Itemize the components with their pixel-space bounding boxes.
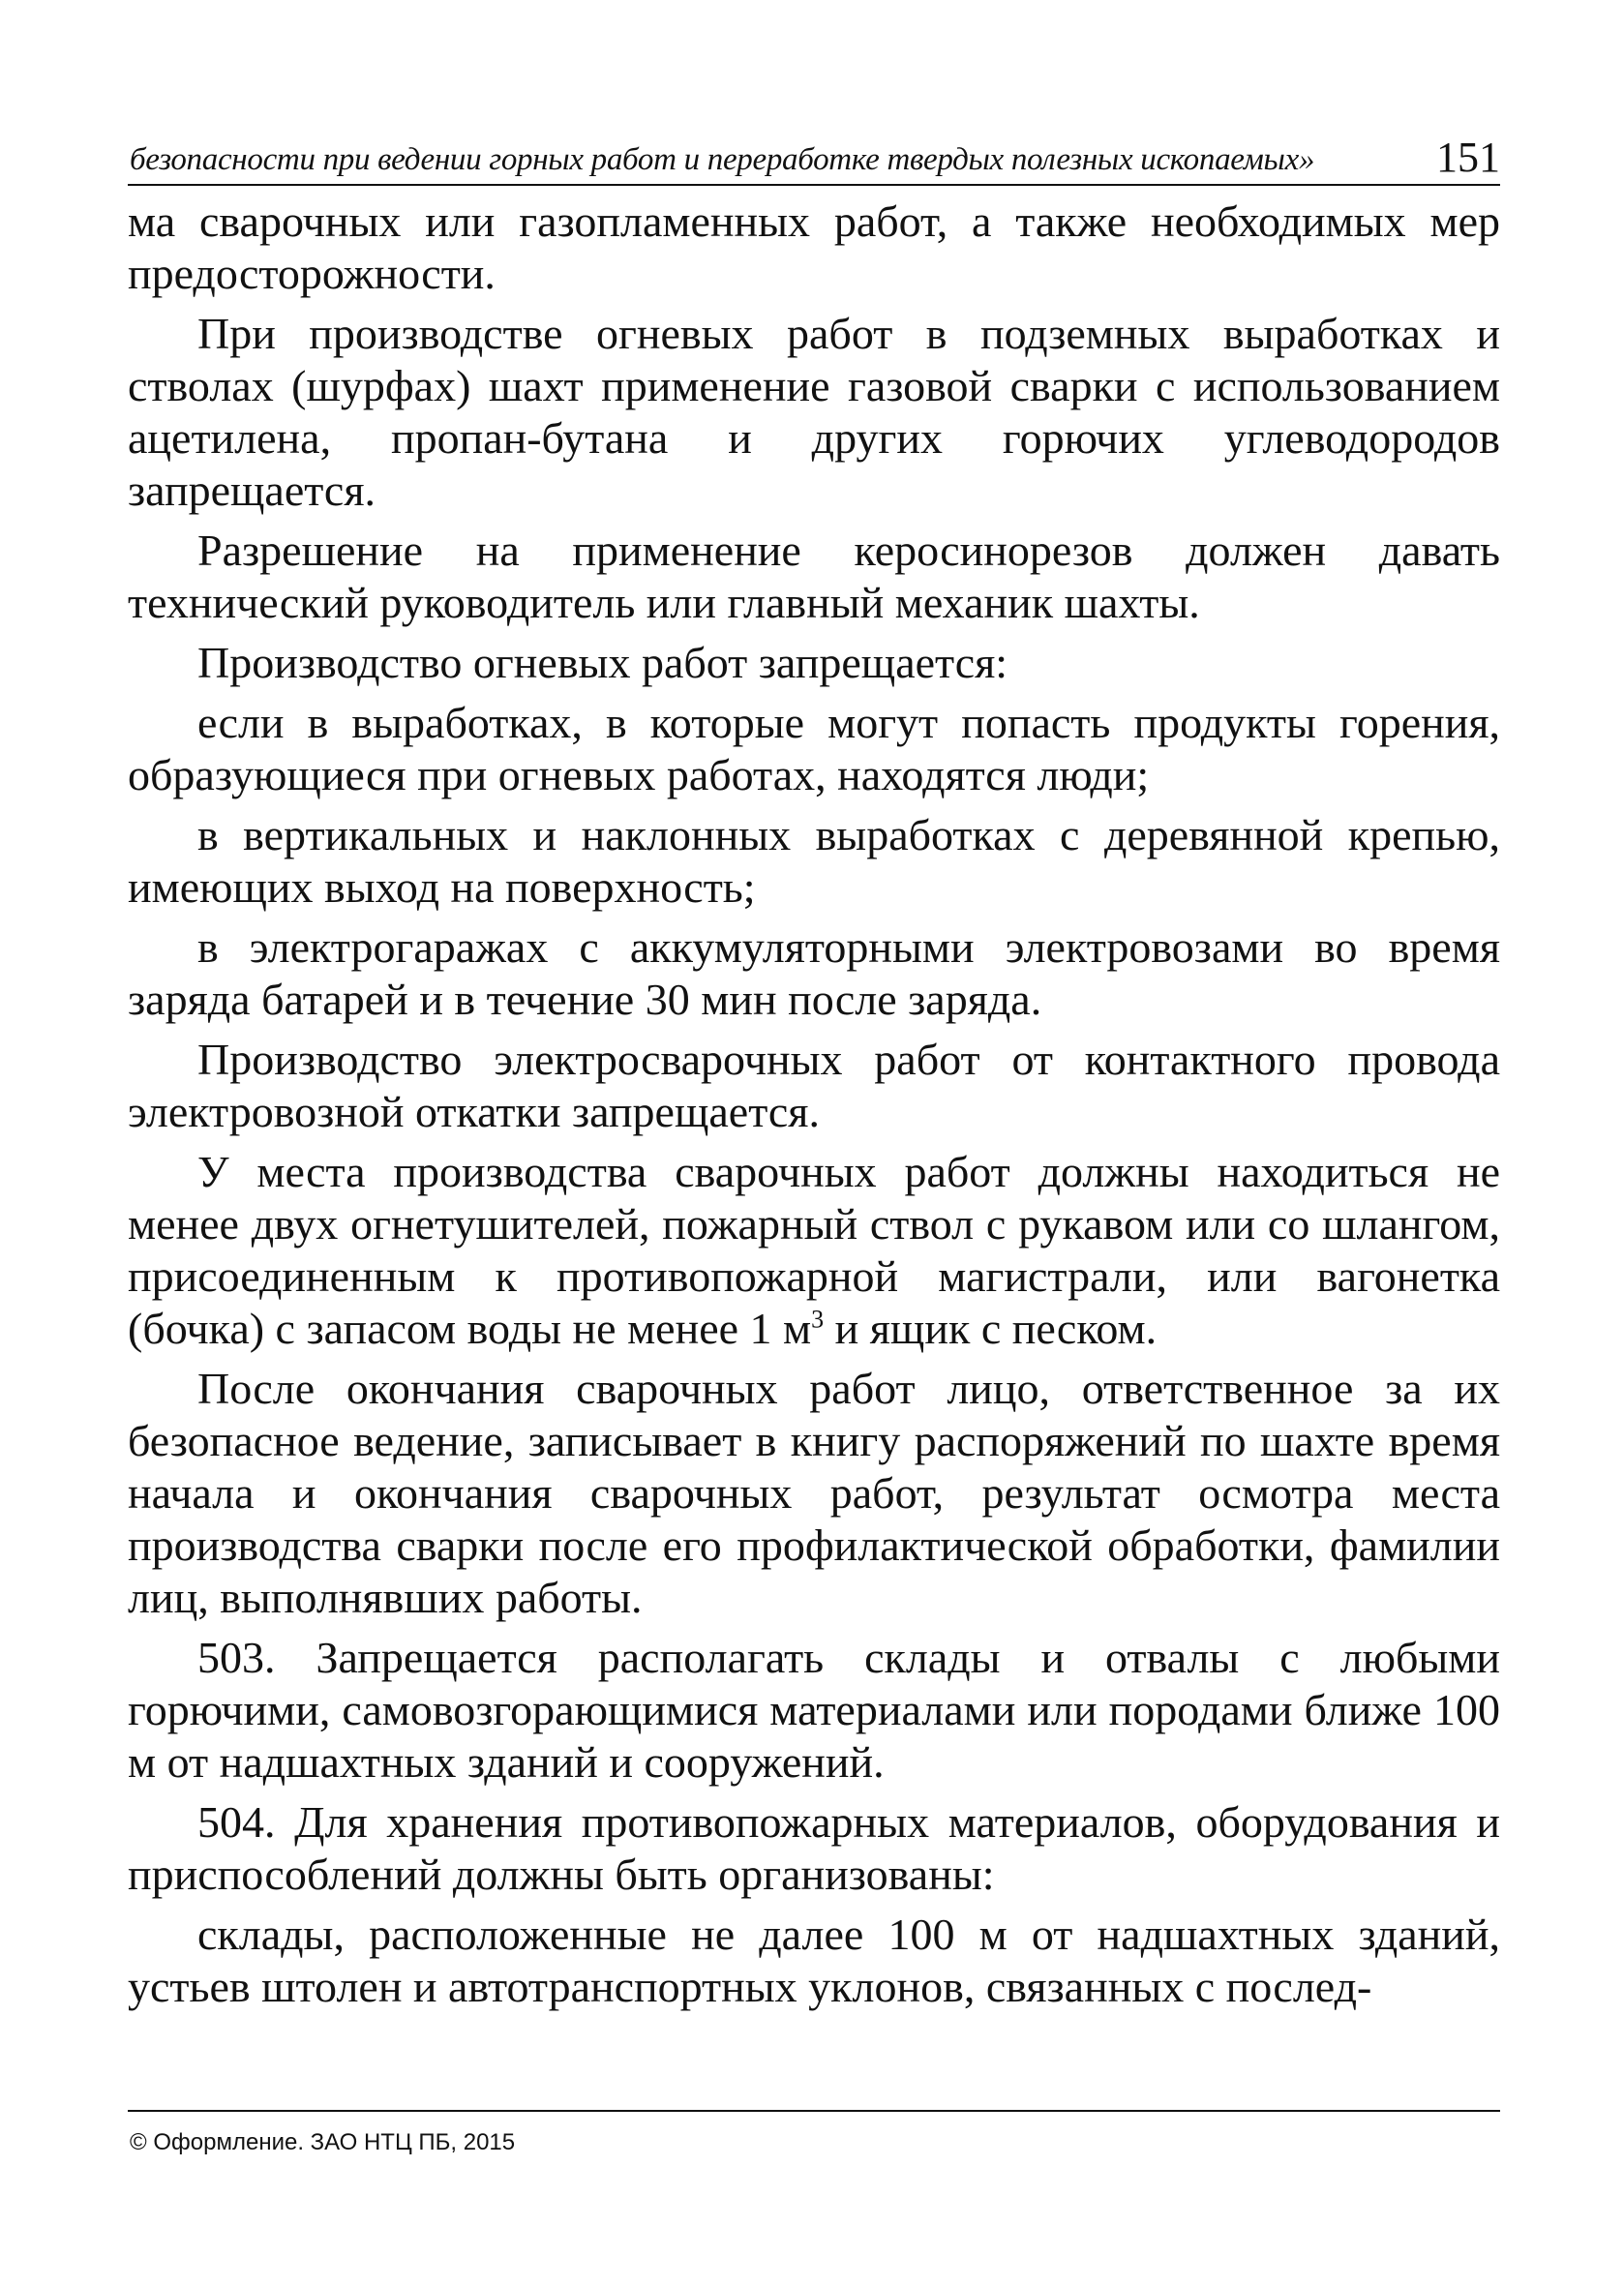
- paragraph: в вертикальных и наклонных выработках с деревянной крепью, имеющих выход на поверхность;: [128, 810, 1500, 912]
- paragraph: 504. Для хранения противопожарных материалов, оборудования и приспособлений должны быть организованы:: [128, 1797, 1500, 1899]
- page-footer: [128, 2110, 1500, 2156]
- superscript: 3: [811, 1305, 825, 1334]
- paragraph: склады, расположенные не далее 100 м от надшахтных зданий, устьев штолен и автотранспортных уклонов, связанных с послед-: [128, 1910, 1500, 2011]
- paragraph: 503. Запрещается располагать склады и отвалы с любыми горючими, самовозгорающимися материалами или породами ближе 100 м от надшахтных зданий и сооружений.: [128, 1633, 1500, 1787]
- paragraph: ма сварочных или газопламенных работ, а также необходимых мер предосторожности.: [128, 196, 1500, 298]
- copyright-notice: © Оформление. ЗАО НТЦ ПБ, 2015: [130, 2129, 516, 2155]
- paragraph-tail: и ящик с песком.: [824, 1304, 1158, 1353]
- paragraph: в электрогаражах с аккумуляторными электровозами во время заряда батарей и в течение 30 мин после заряда.: [128, 922, 1500, 1024]
- running-header: [128, 124, 1500, 186]
- header-title: безопасности при ведении горных работ и переработке твердых полезных ископаемых»: [130, 142, 1315, 177]
- paragraph: При производстве огневых работ в подземных выработках и стволах (шурфах) шахт применение газовой сварки с использованием ацетилена, пропан-бутана и других горючих углеводородов запрещается.: [128, 309, 1500, 515]
- paragraph: если в выработках, в которые могут попасть продукты горения, образующиеся при огневых работах, находятся люди;: [128, 698, 1500, 799]
- paragraph: Разрешение на применение керосинорезов должен давать технический руководитель или главный механик шахты.: [128, 526, 1500, 627]
- paragraph: После окончания сварочных работ лицо, ответственное за их безопасное ведение, записывает в книгу распоряжений по шахте время начала и окончания сварочных работ, результат осмотра места производства сварки после его профилактической обработки, фамилии лиц, выполнявших работы.: [128, 1364, 1500, 1622]
- document-page: [128, 124, 1500, 2176]
- page-number: 151: [1436, 134, 1500, 181]
- paragraph: Производство электросварочных работ от контактного провода электровозной откатки запрещается.: [128, 1035, 1500, 1136]
- paragraph-with-superscript: [128, 1146, 1500, 1355]
- paragraph: Производство огневых работ запрещается:: [197, 638, 1008, 687]
- paragraph-text: У места производства сварочных работ должны находиться не менее двух огнетушителей, пожарный ствол с рукавом или со шлангом, присоединенным к противопожарной магистрали, или вагонетка (бочка) с запасом воды не менее 1 м: [128, 1147, 1500, 1353]
- body-text: [128, 196, 1500, 2013]
